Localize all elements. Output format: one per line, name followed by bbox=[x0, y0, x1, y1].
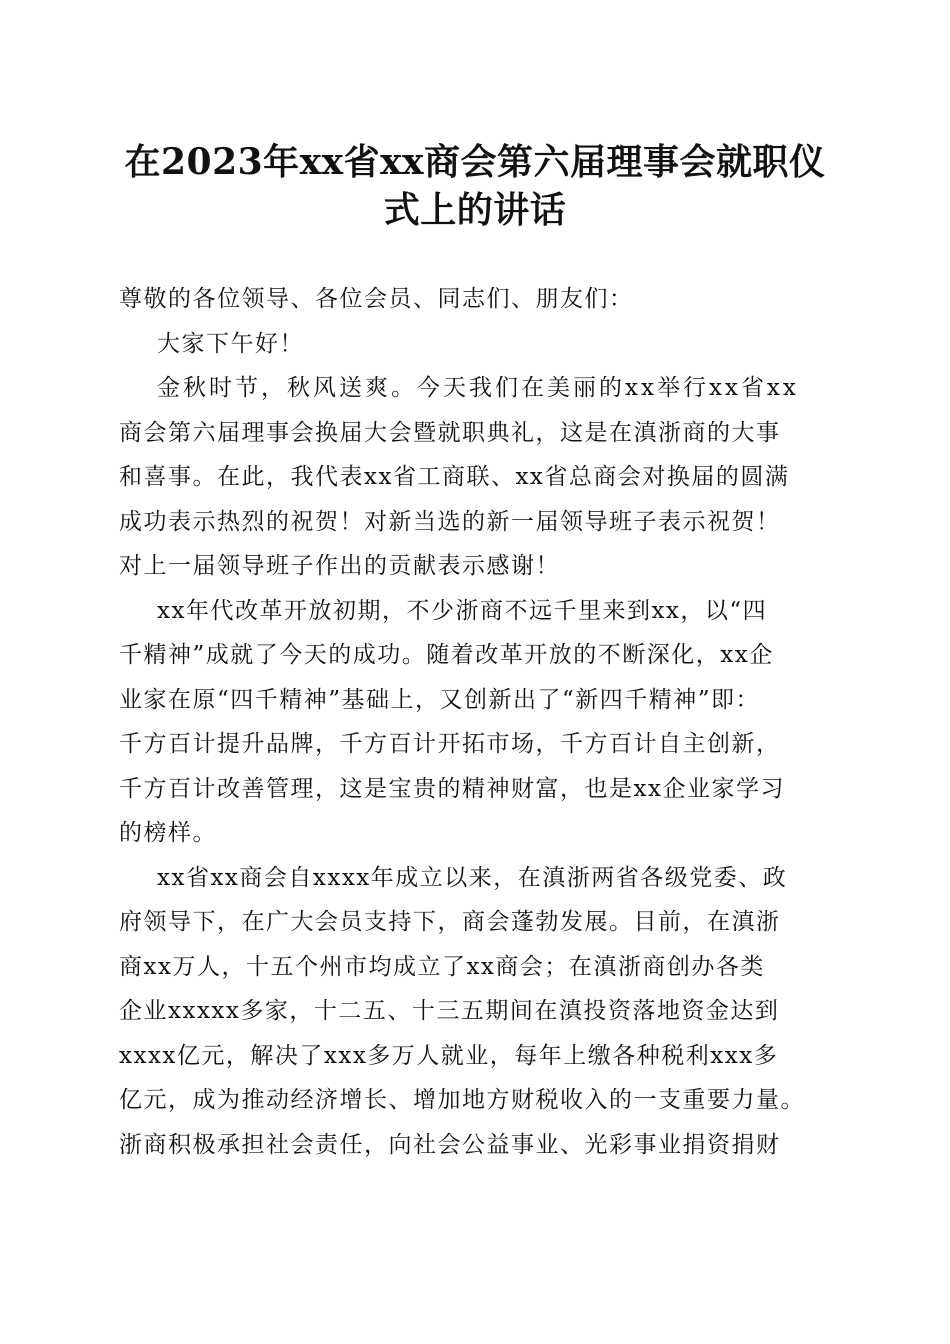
speech-body bbox=[119, 277, 839, 1167]
title-line-2: 式上的讲话 bbox=[383, 189, 567, 231]
greeting: 大家下午好！ bbox=[157, 330, 304, 357]
paragraph-3-line-5: xxxx亿元，解决了xxx多万人就业，每年上缴各种税利xxx多 bbox=[119, 1042, 779, 1069]
paragraph-3-line-3: 商xx万人，十五个州市均成立了xx商会；在滇浙商创办各类 bbox=[119, 953, 765, 980]
paragraph-2-line-5: 千方百计改善管理，这是宝贵的精神财富，也是xx企业家学习 bbox=[119, 775, 785, 802]
paragraph-2-line-3: 业家在原“四千精神”基础上，又创新出了“新四千精神”即： bbox=[119, 686, 761, 713]
paragraph-3-line-6: 亿元，成为推动经济增长、增加地方财税收入的一支重要力量。 bbox=[119, 1087, 805, 1113]
title-line-1: 在2023年xx省xx商会第六届理事会就职仪 bbox=[124, 141, 826, 183]
paragraph-2-line-4: 千方百计提升品牌，千方百计开拓市场，千方百计自主创新， bbox=[119, 731, 781, 757]
paragraph-3-line-7: 浙商积极承担社会责任，向社会公益事业、光彩事业捐资捐财 bbox=[119, 1131, 781, 1158]
paragraph-2-line-6: 的榜样。 bbox=[119, 820, 217, 846]
paragraph-3-line-4: 企业xxxxx多家，十二五、十三五期间在滇投资落地资金达到 bbox=[119, 998, 780, 1024]
paragraph-1-line-2: 商会第六届理事会换届大会暨就职典礼，这是在滇浙商的大事 bbox=[119, 419, 781, 446]
paragraph-3-line-1: xx省xx商会自xxxx年成立以来，在滇浙两省各级党委、政 bbox=[157, 864, 788, 891]
paragraph-2-line-1: xx年代改革开放初期，不少浙商不远千里来到xx，以“四 bbox=[157, 597, 768, 624]
salutation: 尊敬的各位领导、各位会员、同志们、朋友们： bbox=[119, 286, 634, 312]
document-title bbox=[110, 138, 840, 234]
paragraph-2-line-2: 千精神”成就了今天的成功。随着改革开放的不断深化，xx企 bbox=[119, 642, 774, 668]
paragraph-1-line-5: 对上一届领导班子作出的贡献表示感谢！ bbox=[119, 553, 560, 579]
paragraph-1-line-3: 和喜事。在此，我代表xx省工商联、xx省总商会对换届的圆满 bbox=[119, 464, 790, 490]
paragraph-1-line-1: 金秋时节，秋风送爽。今天我们在美丽的xx举行xx省xx bbox=[157, 375, 799, 401]
paragraph-1-line-4: 成功表示热烈的祝贺！对新当选的新一届领导班子表示祝贺！ bbox=[119, 508, 781, 535]
paragraph-3-line-2: 府领导下，在广大会员支持下，商会蓬勃发展。目前，在滇浙 bbox=[119, 909, 781, 935]
